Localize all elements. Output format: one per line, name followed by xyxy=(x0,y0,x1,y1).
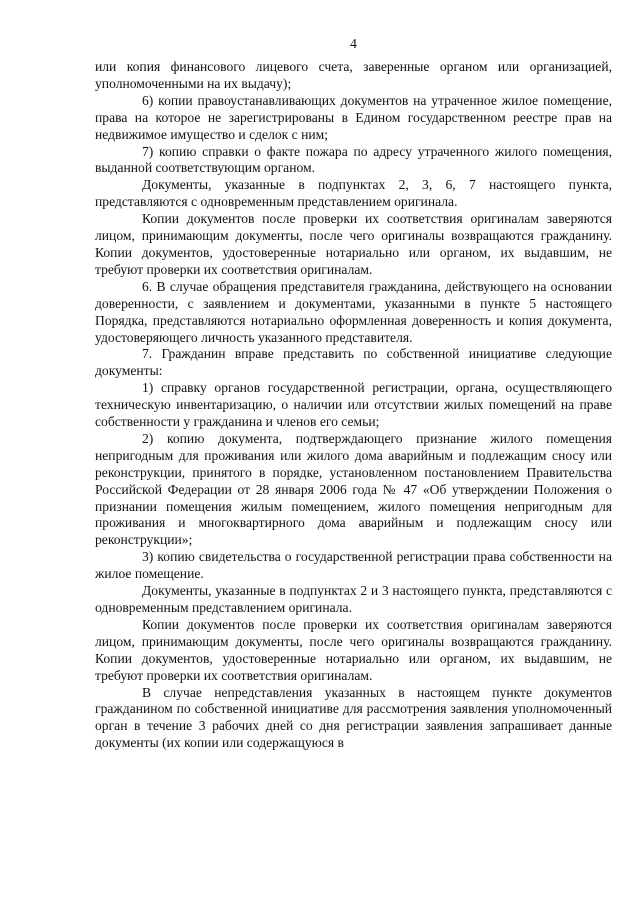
paragraph-subitem-3: 3) копию свидетельства о государственной регистрации права собственности на жилое помещение. xyxy=(95,549,612,582)
paragraph-continuation: или копия финансового лицевого счета, заверенные органом или организацией, уполномоченными на их выдачу); xyxy=(95,59,612,91)
paragraph-subitem-1: 1) справку органов государственной регистрации, органа, осуществляющего техническую инвентаризацию, о наличии или отсутствии жилых помещений на праве собственности у гражданина и членов его семьи; xyxy=(95,380,612,430)
paragraph-copies-verification: Копии документов после проверки их соответствия оригиналам заверяются лицом, принимающим документы, после чего оригиналы возвращаются гражданину. Копии документов, удостоверенные нотариально или органом, их выдавшим, не требуют проверки их соответствия оригиналам. xyxy=(95,211,612,277)
paragraph-originals-note-2: Документы, указанные в подпунктах 2 и 3 настоящего пункта, представляются с одновременным представлением оригинала. xyxy=(95,583,612,615)
paragraph-copies-verification-2: Копии документов после проверки их соответствия оригиналам заверяются лицом, принимающим документы, после чего оригиналы возвращаются гражданину. Копии документов, удостоверенные нотариально или органом, их выдавшим, не требуют проверки их соответствия оригиналам. xyxy=(95,616,612,683)
paragraph-item-7: 7) копию справки о факте пожара по адресу утраченного жилого помещения, выданной соответствующим органом. xyxy=(95,143,612,176)
page-number: 4 xyxy=(350,36,357,51)
paragraph-section-6: 6. В случае обращения представителя гражданина, действующего на основании доверенности, с заявлением и документами, указанными в пункте 5 настоящего Порядка, представляются нотариально оформленная доверенность и копия документа, удостоверяющего личность указанного представителя. xyxy=(95,278,612,345)
paragraph-item-6: 6) копии правоустанавливающих документов на утраченное жилое помещение, права на которое не зарегистрированы в Едином государственном реестре прав на недвижимое имущество и сделок с ним; xyxy=(95,92,612,142)
paragraph-non-submission: В случае непредставления указанных в настоящем пункте документов гражданином по собственной инициативе для рассмотрения заявления уполномоченный орган в течение 3 рабочих дней со дня регистрации заявления запрашивает данные документы (их копии или содержащуюся в xyxy=(95,684,612,751)
paragraph-originals-note: Документы, указанные в подпунктах 2, 3, 6, 7 настоящего пункта, представляются с одновременным представлением оригинала. xyxy=(95,177,612,210)
document-body xyxy=(95,59,612,752)
paragraph-subitem-2: 2) копию документа, подтверждающего признание жилого помещения непригодным для проживания или жилого дома аварийным и подлежащим сносу или реконструкции, принятого в порядке, установленном постановлением Правительства Российской Федерации от 28 января 2006 года № 47 «Об утверждении Положения о признании помещения жилым помещением, жилого помещения непригодным для проживания и многоквартирного дома аварийным и подлежащим сносу или реконструкции»; xyxy=(95,430,612,548)
paragraph-section-7: 7. Гражданин вправе представить по собственной инициативе следующие документы: xyxy=(95,346,612,379)
